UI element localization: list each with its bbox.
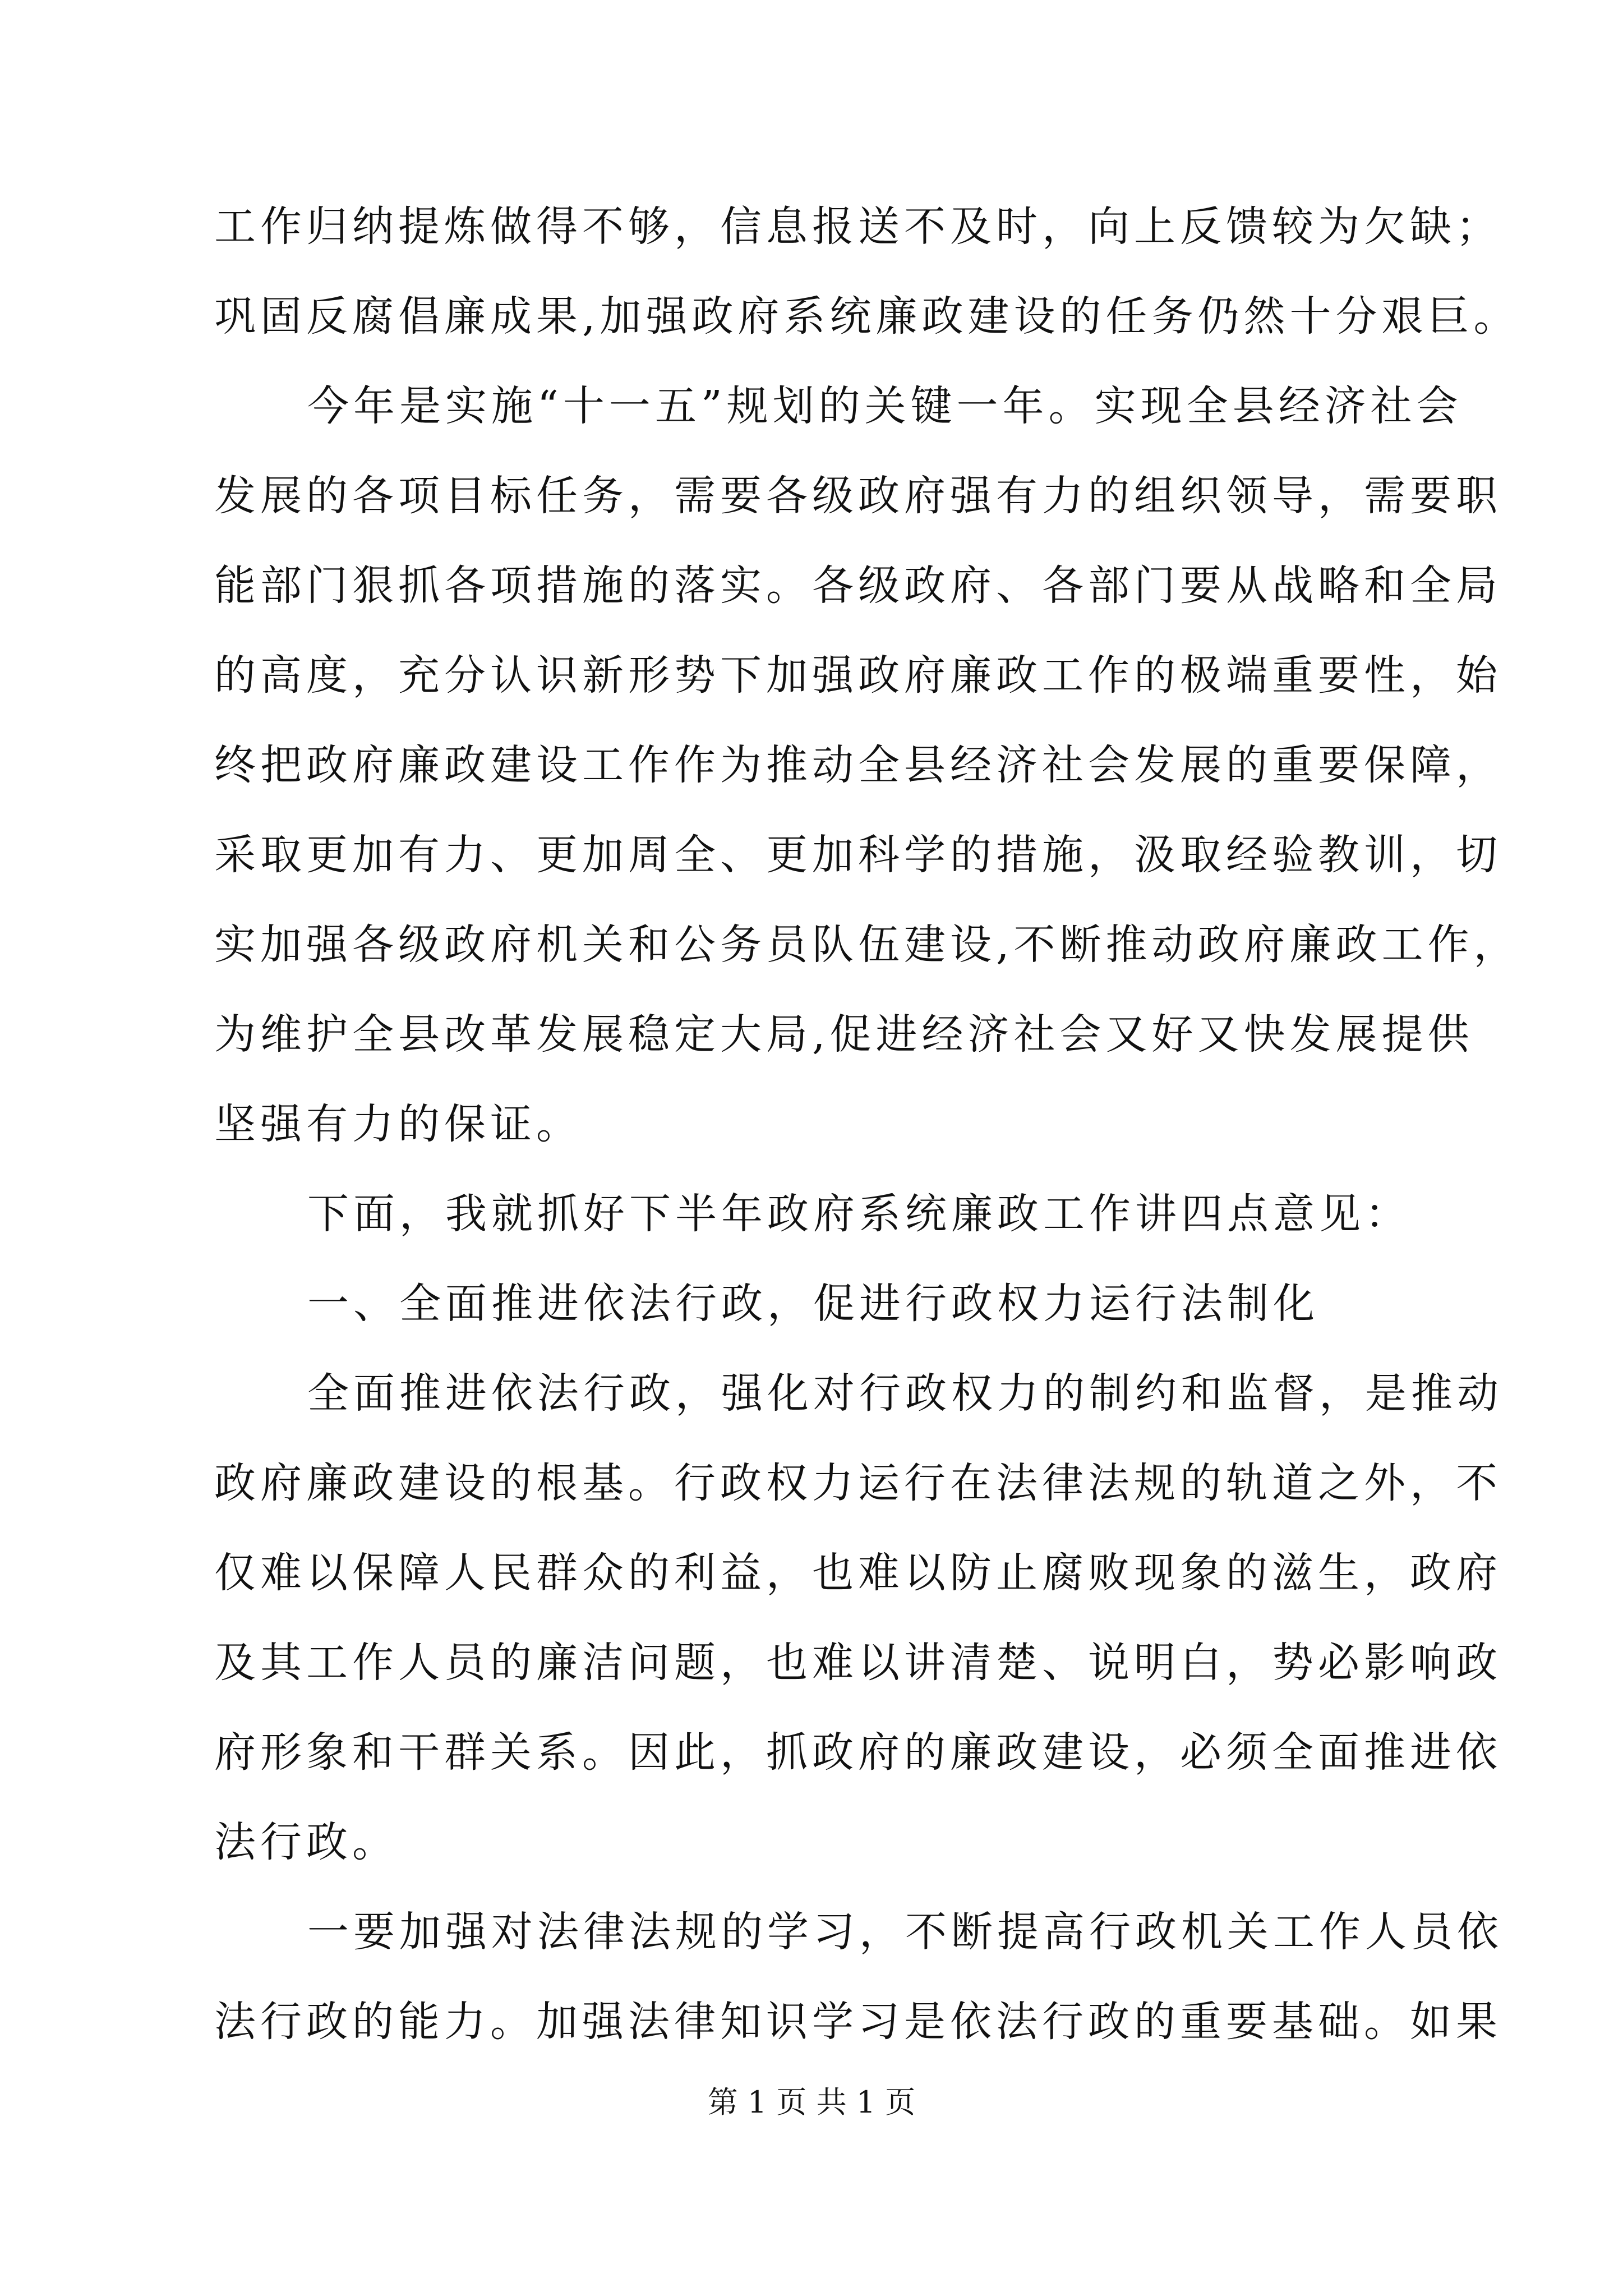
paragraph-first-line: 下面，我就抓好下半年政府系统廉政工作讲四点意见： bbox=[307, 1190, 1411, 1238]
section-heading: 一、全面推进依法行政，促进行政权力运行法制化 bbox=[307, 1280, 1319, 1328]
page-number-footer: 第 1 页 共 1 页 bbox=[707, 2085, 916, 2120]
text-line: 巩固反腐倡廉成果,加强政府系统廉政建设的任务仍然十分艰巨。 bbox=[214, 292, 1520, 341]
text-line: 仅难以保障人民群众的利益，也难以防止腐败现象的滋生，政府 bbox=[214, 1549, 1502, 1597]
text-line: 法行政。 bbox=[214, 1818, 398, 1866]
text-line: 采取更加有力、更加周全、更加科学的措施，汲取经验教训，切 bbox=[214, 831, 1502, 879]
text-line: 工作归纳提炼做得不够，信息报送不及时，向上反馈较为欠缺； bbox=[214, 203, 1502, 251]
text-line: 法行政的能力。加强法律知识学习是依法行政的重要基础。如果 bbox=[214, 1998, 1502, 2046]
text-line: 能部门狠抓各项措施的落实。各级政府、各部门要从战略和全局 bbox=[214, 562, 1502, 610]
paragraph-first-line: 今年是实施“十一五”规划的关键一年。实现全县经济社会 bbox=[307, 382, 1463, 430]
text-line: 的高度，充分认识新形势下加强政府廉政工作的极端重要性，始 bbox=[214, 651, 1502, 700]
text-line: 政府廉政建设的根基。行政权力运行在法律法规的轨道之外，不 bbox=[214, 1459, 1502, 1507]
text-line: 府形象和干群关系。因此，抓政府的廉政建设，必须全面推进依 bbox=[214, 1728, 1502, 1777]
text-line: 及其工作人员的廉洁问题，也难以讲清楚、说明白，势必影响政 bbox=[214, 1639, 1502, 1687]
text-line: 为维护全县改革发展稳定大局,促进经济社会又好又快发展提供 bbox=[214, 1010, 1474, 1059]
text-line: 发展的各项目标任务，需要各级政府强有力的组织领导，需要职 bbox=[214, 472, 1502, 520]
paragraph-first-line: 一要加强对法律法规的学习，不断提高行政机关工作人员依 bbox=[307, 1908, 1503, 1956]
text-line: 实加强各级政府机关和公务员队伍建设,不断推动政府廉政工作， bbox=[214, 921, 1520, 969]
text-line: 坚强有力的保证。 bbox=[214, 1100, 582, 1148]
paragraph-first-line: 全面推进依法行政，强化对行政权力的制约和监督，是推动 bbox=[307, 1369, 1503, 1418]
text-line: 终把政府廉政建设工作作为推动全县经济社会发展的重要保障， bbox=[214, 741, 1502, 789]
